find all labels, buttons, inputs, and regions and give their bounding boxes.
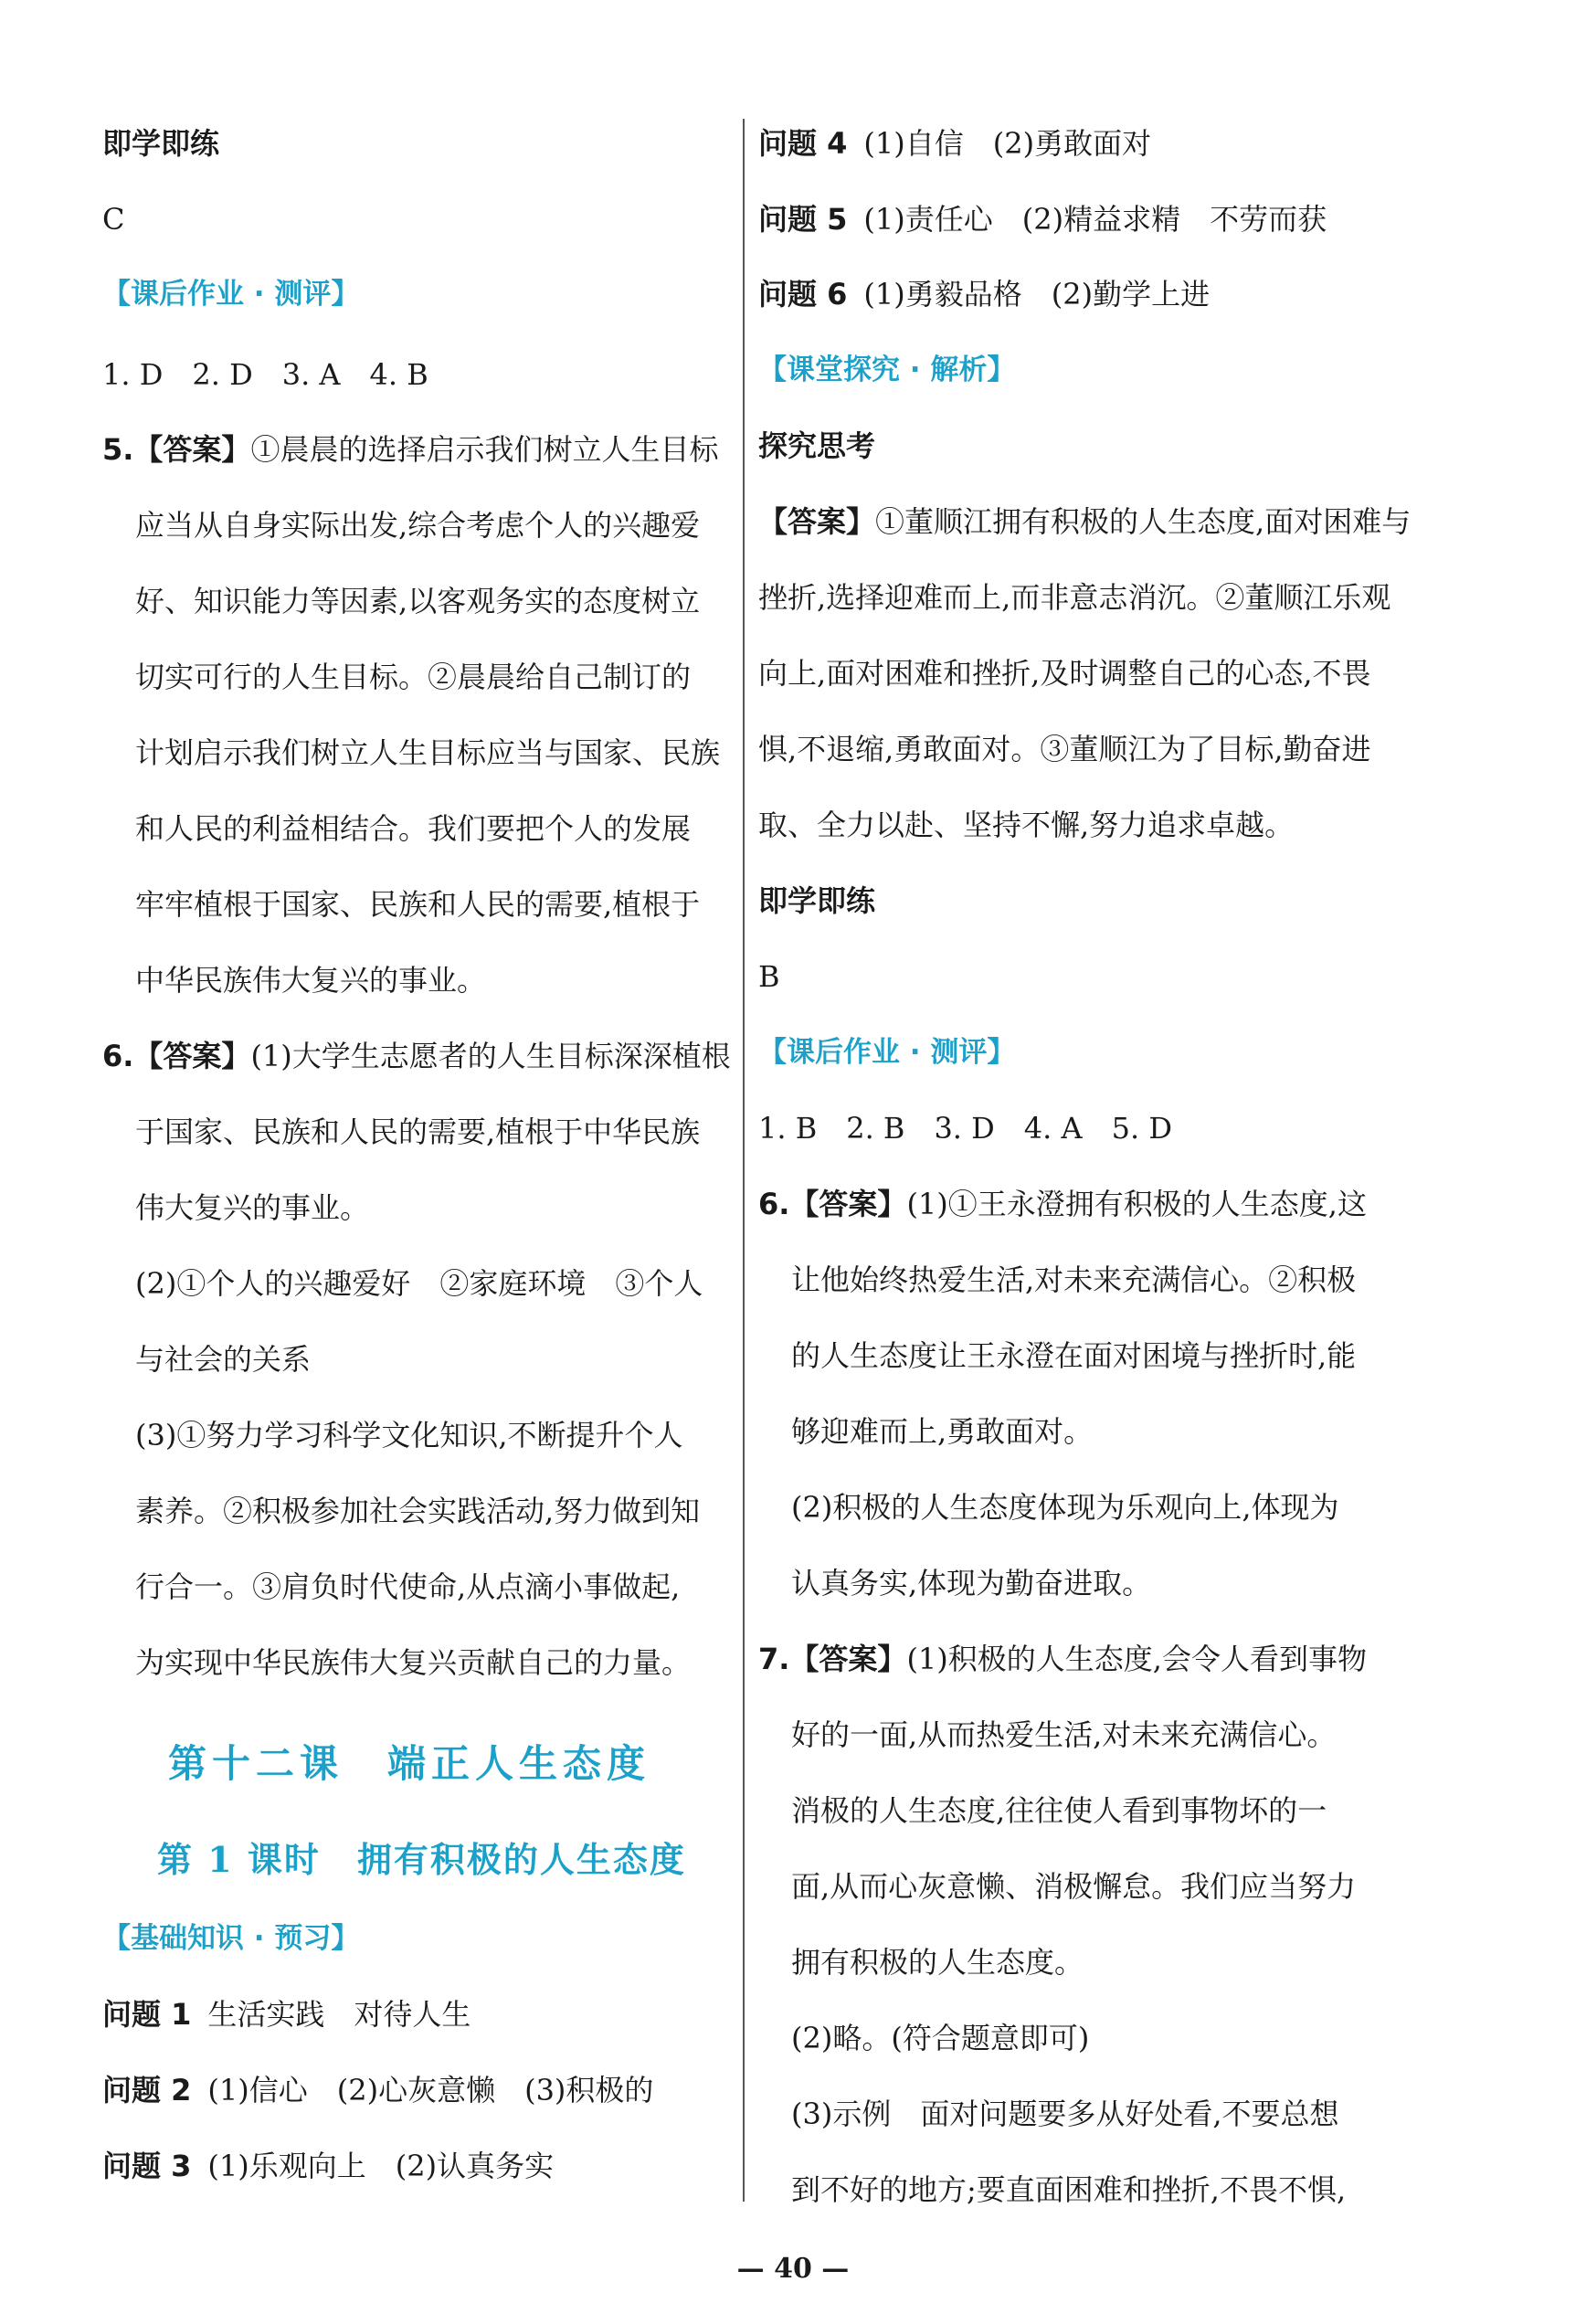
q6-line-5: 与社会的关系 bbox=[135, 1342, 312, 1377]
page-number: — 40 — bbox=[736, 2253, 850, 2285]
problem-3-text: (1)乐观向上 (2)认真务实 bbox=[207, 2149, 555, 2183]
problem-3-label: 问题 3 bbox=[102, 2149, 192, 2183]
tanjiu-line-5: 取、全力以赴、坚持不懈,努力追求卓越。 bbox=[758, 808, 1295, 842]
section-kehou-zuoye-2: 【课后作业 · 测评】 bbox=[758, 1036, 1016, 1069]
r-q7-line-3: 消极的人生态度,往往使人看到事物坏的一 bbox=[791, 1793, 1327, 1828]
r-q6-line-5: (2)积极的人生态度体现为乐观向上,体现为 bbox=[791, 1490, 1339, 1525]
r-q7-answer-tag: 【答案】 bbox=[789, 1642, 907, 1676]
tanjiu-line-1: ①董顺江拥有积极的人生态度,面对困难与 bbox=[875, 504, 1412, 539]
problem-6-label: 问题 6 bbox=[758, 277, 848, 312]
r-q6-answer-tag: 【答案】 bbox=[789, 1187, 907, 1221]
r-q6-line-1: (1)①王永澄拥有积极的人生态度,这 bbox=[906, 1187, 1367, 1221]
r-q6-line-2: 让他始终热爱生活,对未来充满信心。②积极 bbox=[791, 1262, 1357, 1297]
q5-line-3: 好、知识能力等因素,以客观务实的态度树立 bbox=[135, 584, 701, 618]
problem-4 bbox=[758, 123, 1151, 164]
q6-first-line bbox=[102, 1036, 731, 1076]
problem-6-text: (1)勇毅品格 (2)勤学上进 bbox=[863, 277, 1211, 312]
q6-line-3: 伟大复兴的事业。 bbox=[135, 1190, 370, 1225]
q6-line-8: 行合一。③肩负时代使命,从点滴小事做起, bbox=[135, 1569, 681, 1604]
q5-line-6: 和人民的利益相结合。我们要把个人的发展 bbox=[135, 811, 692, 846]
r-q7-line-6: (2)略。(符合题意即可) bbox=[791, 2021, 1090, 2055]
q6-answer-tag: 【答案】 bbox=[133, 1039, 251, 1073]
section-jichu-zhishi: 【基础知识 · 预习】 bbox=[102, 1922, 360, 1955]
q5-first-line bbox=[102, 429, 718, 470]
q5-line-7: 牢牢植根于国家、民族和人民的需要,植根于 bbox=[135, 887, 701, 922]
column-divider bbox=[743, 119, 745, 2202]
r-q7-line-5: 拥有积极的人生态度。 bbox=[791, 1945, 1084, 1980]
section-kehou-zuoye: 【课后作业 · 测评】 bbox=[102, 278, 360, 311]
problem-1-label: 问题 1 bbox=[102, 1997, 192, 2032]
problem-1 bbox=[102, 1994, 471, 2034]
problem-2 bbox=[102, 2070, 653, 2110]
problem-5 bbox=[758, 199, 1327, 239]
q6-line-4: (2)①个人的兴趣爱好 ②家庭环境 ③个人 bbox=[135, 1266, 703, 1301]
q6-number: 6. bbox=[102, 1039, 134, 1073]
heading-jixue-jilian-2: 即学即练 bbox=[758, 883, 876, 918]
q6-line-2: 于国家、民族和人民的需要,植根于中华民族 bbox=[135, 1114, 701, 1149]
r-q6-first-line bbox=[758, 1184, 1367, 1224]
q5-line-4: 切实可行的人生目标。②晨晨给自己制订的 bbox=[135, 660, 692, 694]
tanjiu-first-line bbox=[758, 502, 1411, 542]
r-q6-line-4: 够迎难而上,勇敢面对。 bbox=[791, 1414, 1094, 1449]
problem-2-text: (1)信心 (2)心灰意懒 (3)积极的 bbox=[207, 2073, 654, 2107]
chapter-title: 第十二课 端正人生态度 bbox=[168, 1741, 651, 1786]
r-q6-line-6: 认真务实,体现为勤奋进取。 bbox=[791, 1566, 1152, 1600]
tanjiu-line-4: 惧,不退缩,勇敢面对。③董顺江为了目标,勤奋进 bbox=[758, 732, 1371, 766]
problem-3 bbox=[102, 2146, 554, 2186]
q5-line-8: 中华民族伟大复兴的事业。 bbox=[135, 963, 487, 998]
q6-line-9: 为实现中华民族伟大复兴贡献自己的力量。 bbox=[135, 1645, 692, 1680]
heading-tanjiu-sikao: 探究思考 bbox=[758, 428, 876, 463]
r-q7-line-7: (3)示例 面对问题要多从好处看,不要总想 bbox=[791, 2097, 1339, 2131]
tanjiu-line-3: 向上,面对困难和挫折,及时调整自己的心态,不畏 bbox=[758, 656, 1371, 691]
problem-4-label: 问题 4 bbox=[758, 126, 848, 161]
lesson-title: 第 1 课时 拥有积极的人生态度 bbox=[157, 1839, 686, 1880]
problem-2-label: 问题 2 bbox=[102, 2073, 192, 2107]
q6-line-7: 素养。②积极参加社会实践活动,努力做到知 bbox=[135, 1494, 701, 1528]
r-q7-line-1: (1)积极的人生态度,会令人看到事物 bbox=[906, 1642, 1367, 1676]
problem-1-text: 生活实践 对待人生 bbox=[207, 1997, 471, 2032]
r-q6-line-3: 的人生态度让王永澄在面对困境与挫折时,能 bbox=[791, 1338, 1357, 1373]
r-q6-number: 6. bbox=[758, 1187, 790, 1221]
mc-answers-1: 1. D 2. D 3. A 4. B bbox=[102, 357, 428, 392]
answer-b: B bbox=[758, 959, 780, 994]
r-q7-line-8: 到不好的地方;要直面困难和挫折,不畏不惧, bbox=[791, 2172, 1347, 2207]
tanjiu-line-2: 挫折,选择迎难而上,而非意志消沉。②董顺江乐观 bbox=[758, 580, 1391, 615]
q5-line-1: ①晨晨的选择启示我们树立人生目标 bbox=[250, 432, 719, 467]
q5-line-2: 应当从自身实际出发,综合考虑个人的兴趣爱 bbox=[135, 508, 701, 543]
r-q7-number: 7. bbox=[758, 1642, 790, 1676]
problem-6 bbox=[758, 274, 1210, 314]
problem-5-label: 问题 5 bbox=[758, 202, 848, 237]
r-q7-line-2: 好的一面,从而热爱生活,对未来充满信心。 bbox=[791, 1717, 1337, 1752]
r-q7-first-line bbox=[758, 1639, 1367, 1679]
section-ketang-tanjiu: 【课堂探究 · 解析】 bbox=[758, 354, 1016, 386]
problem-4-text: (1)自信 (2)勇敢面对 bbox=[863, 126, 1152, 161]
mc-answers-2: 1. B 2. B 3. D 4. A 5. D bbox=[758, 1111, 1172, 1146]
q5-number: 5. bbox=[102, 432, 134, 467]
q5-answer-tag: 【答案】 bbox=[133, 432, 251, 467]
tanjiu-answer-tag: 【答案】 bbox=[758, 504, 876, 539]
r-q7-line-4: 面,从而心灰意懒、消极懈怠。我们应当努力 bbox=[791, 1869, 1357, 1904]
q6-line-6: (3)①努力学习科学文化知识,不断提升个人 bbox=[135, 1418, 683, 1452]
q6-line-1: (1)大学生志愿者的人生目标深深植根 bbox=[250, 1039, 731, 1073]
problem-5-text: (1)责任心 (2)精益求精 不劳而获 bbox=[863, 202, 1327, 237]
heading-jixue-jilian: 即学即练 bbox=[102, 126, 220, 161]
q5-line-5: 计划启示我们树立人生目标应当与国家、民族 bbox=[135, 735, 721, 770]
answer-c: C bbox=[102, 202, 125, 237]
